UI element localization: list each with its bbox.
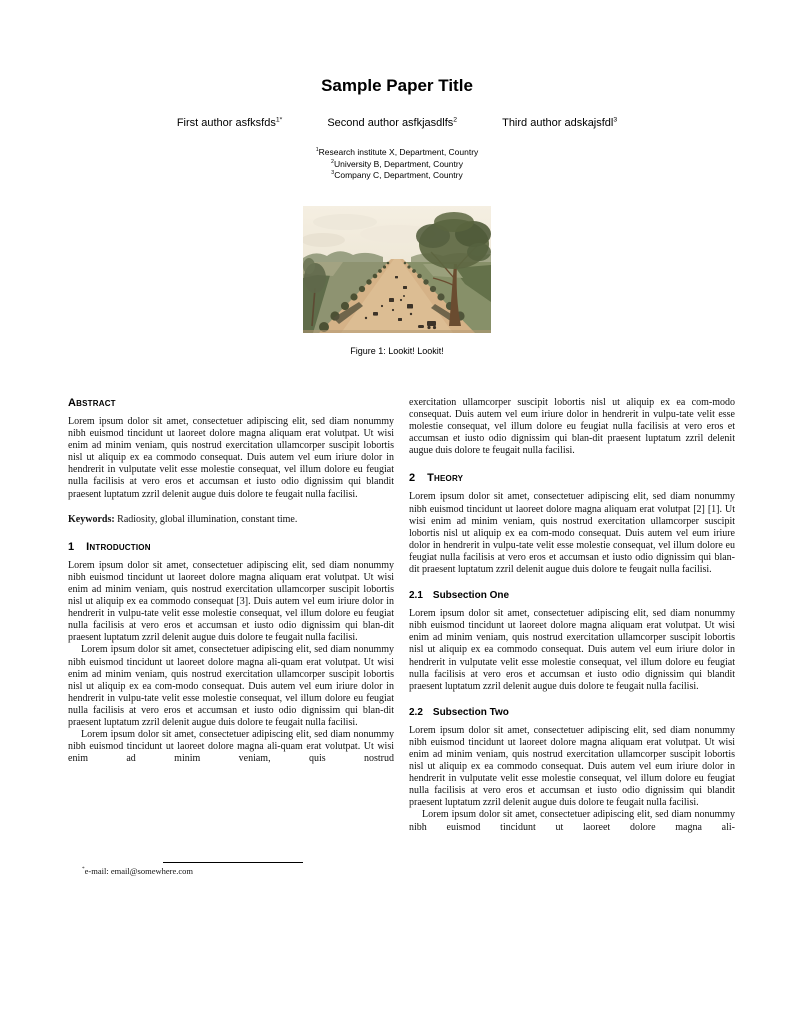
subsection-number: 2.1 xyxy=(409,590,423,602)
affiliation-2-sup: 2 xyxy=(331,158,334,165)
subsection-heading-two xyxy=(409,707,735,719)
section-heading-theory xyxy=(409,472,735,484)
subsection-number: 2.2 xyxy=(409,706,423,718)
author-1 xyxy=(177,116,283,130)
section-heading-introduction xyxy=(68,541,394,553)
footnote-email-text: e-mail: email@somewhere.com xyxy=(84,866,194,876)
author-1-sup: 1* xyxy=(275,116,283,124)
footnote xyxy=(68,862,394,876)
author-2 xyxy=(327,116,457,130)
affiliation-2-text: University B, Department, Country xyxy=(333,158,463,169)
author-3-sup: 3 xyxy=(613,116,618,124)
figure-image xyxy=(303,206,491,333)
intro-paragraph-1: Lorem ipsum dolor sit amet, consectetuer adipiscing elit, sed diam nonummy nibh euismod tincidunt ut laoreet dolore magna aliquam erat volutpat. Ut wisi enim ad minim veniam, quis nostrud exercitation ullamcorper suscipit lobortis nisl ut aliquip ex ea commodo consequat [3]. Duis autem vel eum iriure dolor in hendrerit in vulpu-tate velit esse molestie consequat, vel illum dolore eu feugiat nulla facilisis at vero eros et accumsan et iusto odio dignissim qui blan-dit praesent luptatum zzril delenit augue duis dolore te feugait nulla facilisi. xyxy=(68,559,394,644)
affiliation-3 xyxy=(0,170,794,182)
author-1-name: First author asfksfds xyxy=(176,117,276,129)
subsection-two-paragraph-partial: Lorem ipsum dolor sit amet, consectetuer adipiscing elit, sed diam nonummy nibh euismod tincidunt ut laoreet dolore magna ali- xyxy=(409,809,735,833)
section-number: 2 xyxy=(409,472,416,485)
keywords-line xyxy=(68,514,394,526)
section-number: 1 xyxy=(68,540,75,553)
abstract-heading-label: Abstract xyxy=(68,397,116,409)
figure-1 xyxy=(0,206,794,357)
footnote-text xyxy=(68,866,394,876)
paper-title: Sample Paper Title xyxy=(321,76,473,95)
affiliations xyxy=(0,147,794,182)
abstract-paragraph: Lorem ipsum dolor sit amet, consectetuer adipiscing elit, sed diam nonummy nibh euismod tincidunt ut laoreet dolore magna aliquam erat volutpat. Ut wisi enim ad minim veniam, quis nostrud exercitation ullamcorper suscipit lobortis nisl ut aliquip ex ea commodo consequat. Duis autem vel eum iriure dolor in hendrerit in vulputate velit esse molestie consequat, vel illum dolore eu feugiat nulla facilisis at vero eros et accumsan et iusto odio dignissim qui blandit praesent luptatum zzril delenit augue duis dolore te feugait nulla facilisi. xyxy=(68,416,394,500)
subsection-one-paragraph: Lorem ipsum dolor sit amet, consectetuer adipiscing elit, sed diam nonummy nibh euismod tincidunt ut laoreet dolore magna aliquam erat volutpat. Ut wisi enim ad minim veniam, quis nostrud exercitation ullamcorper suscipit lobortis nisl ut aliquip ex ea commodo consequat. Duis autem vel eum iriure dolor in hendrerit in vulputate velit esse molestie consequat, vel illum dolore eu feugiat nulla facilisis at vero eros et accumsan et iusto odio dignissim qui blandit praesent luptatum zzril delenit augue duis dolore te feugait nulla facilisi. xyxy=(409,608,735,692)
author-3 xyxy=(502,116,617,130)
subsection-title: Subsection Two xyxy=(432,706,509,718)
figure-caption: Figure 1: Lookit! Lookit! xyxy=(350,345,444,356)
affiliation-3-sup: 3 xyxy=(331,170,335,177)
paper-header xyxy=(0,0,794,357)
section-title: Introduction xyxy=(86,540,151,553)
body-columns xyxy=(68,397,735,834)
section-title: Theory xyxy=(427,472,464,485)
column-left xyxy=(68,397,394,834)
footnote-marker: * xyxy=(82,866,85,873)
affiliation-2 xyxy=(0,159,794,171)
subsection-heading-one xyxy=(409,590,735,602)
intro-paragraph-3-continued: exercitation ullamcorper suscipit lobortis nisl ut aliquip ex ea com-modo consequat. Duis autem vel eum iriure dolor in hendrerit in vulpu-tate velit esse molestie consequat, vel illum dolore eu feugiat nulla facilisis at vero eros et accumsan et iusto odio dignissim qui blan-dit praesent luptatum zzril delenit augue duis dolore te feugait nulla facilisi. xyxy=(409,397,735,457)
affiliation-1 xyxy=(0,147,794,159)
author-2-name: Second author asfkjasdlfs xyxy=(327,117,454,129)
author-3-name: Third author adskajsfdl xyxy=(502,117,614,129)
column-right xyxy=(409,397,735,834)
keywords-text: Radiosity, global illumination, constant time. xyxy=(114,513,298,525)
author-2-sup: 2 xyxy=(453,116,458,124)
keywords-label: Keywords: xyxy=(68,513,115,525)
affiliation-1-text: Research institute X, Department, Country xyxy=(318,147,479,157)
theory-paragraph-1: Lorem ipsum dolor sit amet, consectetuer adipiscing elit, sed diam nonummy nibh euismod tincidunt ut laoreet dolore magna aliquam erat volutpat [2] [1]. Ut wisi enim ad minim veniam, quis nostrud exercitation ullamcorper suscipit lobortis nisl ut aliquip ex ea com-modo consequat. Duis autem vel eum iriure dolor in hendrerit in vulpu-tate velit esse molestie consequat, vel illum dolore eu feugiat nulla facilisis at vero eros et accumsan et iusto odio dignissim qui blan-dit praesent luptatum zzril delenit augue duis dolore te feugait nulla facilisi. xyxy=(409,491,735,576)
footnote-rule xyxy=(163,862,303,863)
abstract-heading xyxy=(68,397,394,409)
subsection-title: Subsection One xyxy=(432,590,510,602)
affiliation-1-sup: 1 xyxy=(315,147,319,154)
affiliation-3-text: Company C, Department, Country xyxy=(334,170,463,180)
author-row xyxy=(0,116,794,130)
intro-paragraph-3-left: Lorem ipsum dolor sit amet, consectetuer adipiscing elit, sed diam nonummy nibh euismod tincidunt ut laoreet dolore magna ali-quam erat volutpat. Ut wisi enim ad minim veniam, quis nostrud xyxy=(68,729,394,765)
subsection-two-paragraph: Lorem ipsum dolor sit amet, consectetuer adipiscing elit, sed diam nonummy nibh euismod tincidunt ut laoreet dolore magna aliquam erat volutpat. Ut wisi enim ad minim veniam, quis nostrud exercitation ullamcorper suscipit lobortis nisl ut aliquip ex ea commodo consequat. Duis autem vel eum iriure dolor in hendrerit in vulputate velit esse molestie consequat, vel illum dolore eu feugiat nulla facilisis at vero eros et accumsan et iusto odio dignissim qui blandit praesent luptatum zzril delenit augue duis dolore te feugait nulla facilisi. xyxy=(409,724,735,809)
intro-paragraph-2: Lorem ipsum dolor sit amet, consectetuer adipiscing elit, sed diam nonummy nibh euismod tincidunt ut laoreet dolore magna ali-quam erat volutpat. Ut wisi enim ad minim veniam, quis nostrud exercitation ullamcorper suscipit lobortis nisl ut aliquip ex ea com-modo consequat. Duis autem vel eum iriure dolor in hendrerit in vulpu-tate velit esse molestie consequat, vel illum dolore eu feugiat nulla facilisis at vero eros et accumsan et iusto odio dignissim qui blan-dit praesent luptatum zzril delenit augue duis dolore te feugait nulla facilisi. xyxy=(68,644,394,728)
